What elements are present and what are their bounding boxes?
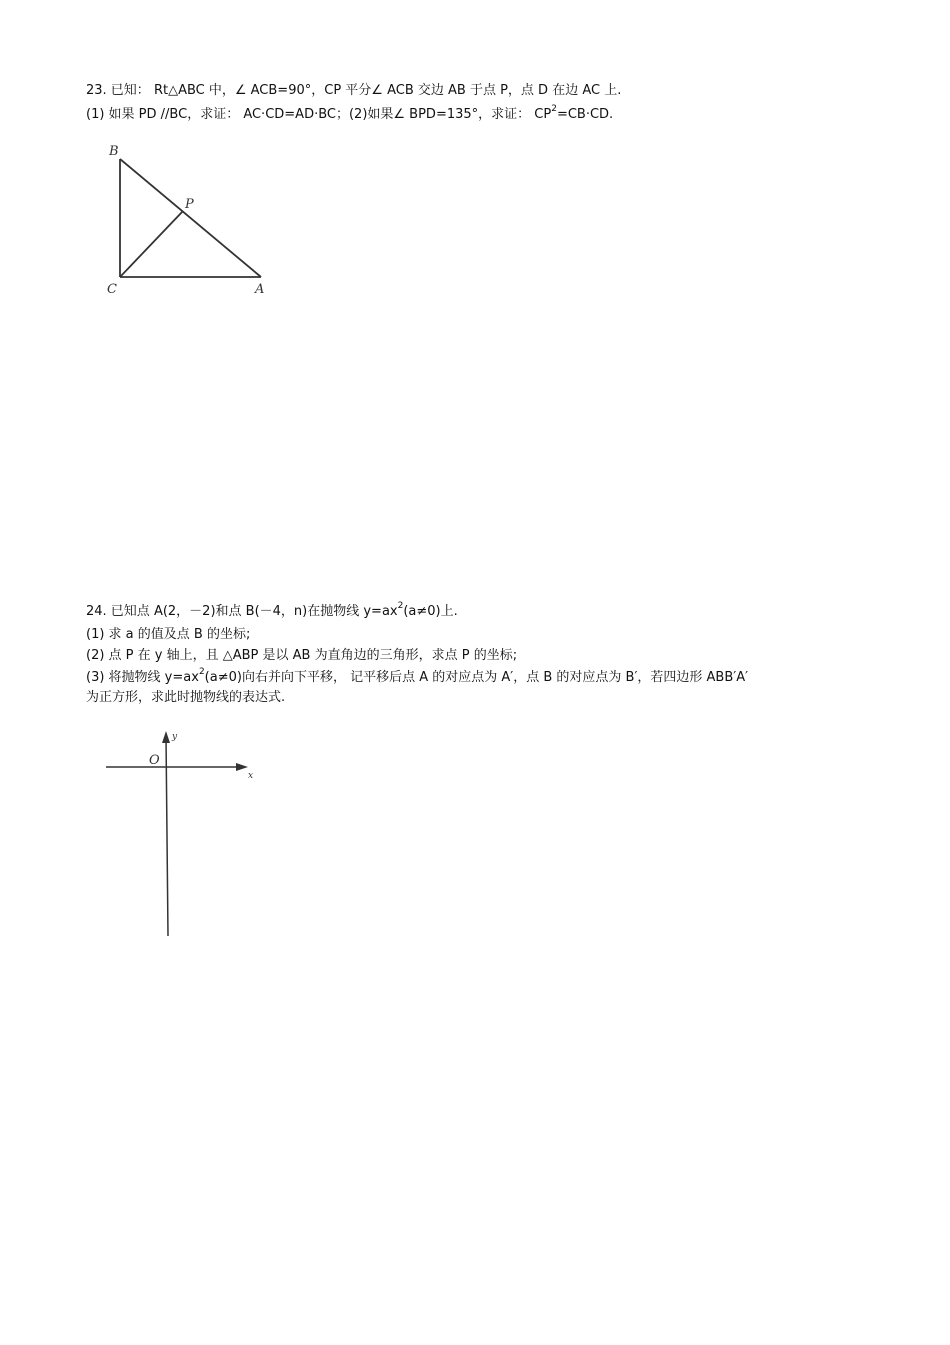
problem-23-questions-text: (1) 如果 PD //BC，求证： AC·CD=AD·BC；(2)如果∠ BPD=135°，求证： CP <box>86 107 552 122</box>
triangle-abc-figure <box>100 138 270 297</box>
segment-cp <box>120 211 183 277</box>
problem-24-part-1: (1) 求 a 的值及点 B 的坐标; <box>86 627 251 642</box>
label-b: B <box>109 144 119 159</box>
problem-24-statement-end: (a≠0)上. <box>403 604 458 619</box>
problem-24-part-2: (2) 点 P 在 y 轴上，且 △ABP 是以 AB 为直角边的三角形，求点 P 的坐标; <box>86 648 518 663</box>
problem-24-part-3-end: 为正方形，求此时抛物线的表达式. <box>86 690 286 705</box>
label-y: y <box>172 732 178 742</box>
problem-24-statement-text: 24. 已知点 A(2，－2)和点 B(－4，n)在抛物线 y=ax <box>86 604 398 619</box>
side-ab <box>120 159 261 277</box>
label-c: C <box>107 282 117 297</box>
label-p: P <box>185 197 194 212</box>
problem-23-questions-end: =CB·CD. <box>556 107 614 122</box>
coordinate-axes-figure <box>100 728 275 940</box>
y-axis <box>166 736 168 936</box>
label-x: x <box>248 771 254 781</box>
problem-24-part-3-text-cont: (a≠0)向右并向下平移， 记平移后点 A 的对应点为 A′，点 B 的对应点为 B′，若四边形 ABB′A′ <box>204 670 749 685</box>
x-axis-arrow-icon <box>236 763 248 771</box>
problem-23-statement: 23. 已知： Rt△ABC 中，∠ ACB=90°，CP 平分∠ ACB 交边 AB 于点 P，点 D 在边 AC 上. <box>86 83 622 98</box>
y-axis-arrow-icon <box>162 731 170 743</box>
problem-23-questions <box>86 106 613 124</box>
problem-24-part-3-text: (3) 将抛物线 y=ax <box>86 670 199 685</box>
superscript-2: 2 <box>551 104 557 114</box>
label-origin: O <box>149 753 160 768</box>
problem-24-part-3 <box>86 669 748 687</box>
problem-24-statement <box>86 603 458 621</box>
superscript-2: 2 <box>198 667 205 677</box>
label-a: A <box>255 282 265 297</box>
superscript-2: 2 <box>397 601 404 611</box>
